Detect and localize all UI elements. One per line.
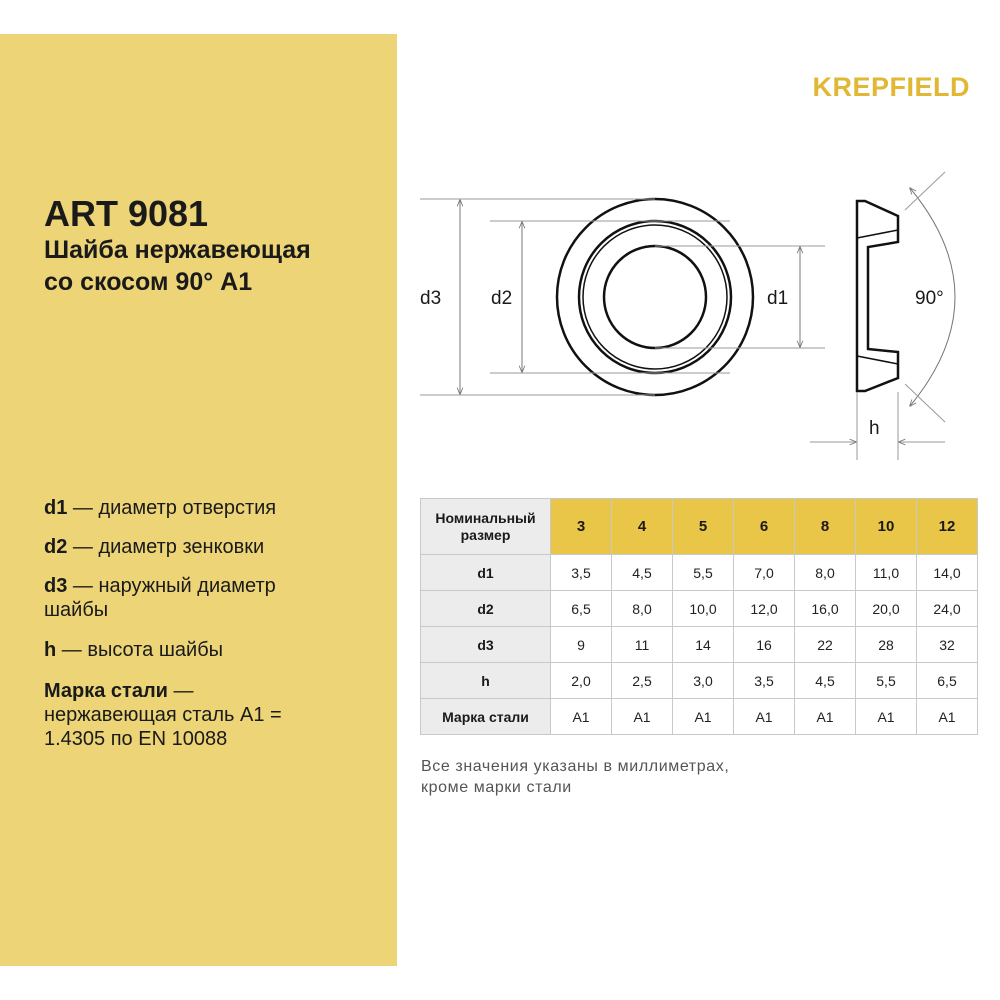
table-corner-header (421, 499, 551, 555)
legend-d2-key: d2 (44, 536, 68, 558)
legend-d2-text: — диаметр зенковки (67, 536, 265, 558)
size-header: 8 (795, 499, 856, 555)
product-title-line2: со скосом 90° А1 (44, 268, 253, 296)
size-header: 3 (551, 499, 612, 555)
table-cell: 12,0 (734, 591, 795, 627)
table-cell: 3,5 (734, 663, 795, 699)
table-cell: 16 (734, 627, 795, 663)
legend-h-key: h (44, 639, 57, 661)
washer-front-view (557, 199, 753, 395)
table-row (421, 555, 978, 591)
label-angle: 90° (915, 288, 944, 309)
table-cell: 14 (673, 627, 734, 663)
table-cell: A1 (612, 699, 673, 735)
table-cell: 6,5 (551, 591, 612, 627)
table-cell: 4,5 (612, 555, 673, 591)
size-header: 10 (856, 499, 917, 555)
table-cell: A1 (917, 699, 978, 735)
corner-header-line2: размер (460, 526, 511, 543)
label-d2: d2 (491, 288, 513, 309)
table-cell: 5,5 (673, 555, 734, 591)
legend-h (44, 638, 374, 662)
table-cell: 16,0 (795, 591, 856, 627)
units-note (421, 756, 861, 798)
table-cell: 24,0 (917, 591, 978, 627)
legend-d2 (44, 535, 374, 559)
table-cell: 10,0 (673, 591, 734, 627)
table-cell: A1 (734, 699, 795, 735)
table-row (421, 591, 978, 627)
legend-steel (44, 679, 324, 751)
table-cell: 9 (551, 627, 612, 663)
table-cell: A1 (795, 699, 856, 735)
table-cell: 6,5 (917, 663, 978, 699)
legend-d3 (44, 574, 344, 622)
table-cell: 28 (856, 627, 917, 663)
label-d3: d3 (420, 288, 442, 309)
size-header: 6 (734, 499, 795, 555)
table-header-row (421, 499, 978, 555)
legend-d1-key: d1 (44, 497, 68, 519)
table-row (421, 663, 978, 699)
legend-d3-text: — наружный диаметр шайбы (44, 575, 276, 621)
article-number: ART 9081 (44, 193, 209, 234)
size-header: 4 (612, 499, 673, 555)
size-header: 12 (917, 499, 978, 555)
table-row (421, 699, 978, 735)
size-header: 5 (673, 499, 734, 555)
table-cell: 5,5 (856, 663, 917, 699)
row-label: d2 (421, 591, 551, 627)
table-cell: 20,0 (856, 591, 917, 627)
table-cell: 8,0 (612, 591, 673, 627)
table-cell: 11 (612, 627, 673, 663)
table-row (421, 627, 978, 663)
legend-d1-text: — диаметр отверстия (67, 497, 277, 519)
label-h: h (869, 418, 880, 439)
product-title (44, 234, 389, 298)
brand-logo: KREPFIELD (812, 72, 970, 102)
table-cell: 8,0 (795, 555, 856, 591)
table-cell: 4,5 (795, 663, 856, 699)
units-note-line1: Все значения указаны в миллиметрах, (421, 758, 730, 775)
table-cell: 22 (795, 627, 856, 663)
table-cell: 3,5 (551, 555, 612, 591)
product-title-line1: Шайба нержавеющая (44, 236, 311, 264)
row-label: h (421, 663, 551, 699)
table-cell: 32 (917, 627, 978, 663)
legend-d1 (44, 496, 374, 520)
table-cell: A1 (673, 699, 734, 735)
table-cell: 7,0 (734, 555, 795, 591)
row-label: d1 (421, 555, 551, 591)
row-label: Марка стали (421, 699, 551, 735)
legend-steel-text: — нержавеющая сталь А1 = 1.4305 по EN 10088 (44, 680, 282, 750)
table-cell: 11,0 (856, 555, 917, 591)
corner-header-line1: Номинальный (435, 509, 536, 526)
table-cell: 14,0 (917, 555, 978, 591)
table-cell: 2,0 (551, 663, 612, 699)
units-note-line2: кроме марки стали (421, 779, 572, 796)
table-cell: 2,5 (612, 663, 673, 699)
label-d1: d1 (767, 288, 789, 309)
washer-technical-drawing (400, 160, 1000, 470)
row-label: d3 (421, 627, 551, 663)
legend-d3-key: d3 (44, 575, 68, 597)
legend-h-text: — высота шайбы (56, 639, 224, 661)
table-cell: A1 (856, 699, 917, 735)
table-cell: A1 (551, 699, 612, 735)
table-cell: 3,0 (673, 663, 734, 699)
legend-steel-key: Марка стали (44, 680, 168, 702)
size-table (420, 498, 978, 735)
